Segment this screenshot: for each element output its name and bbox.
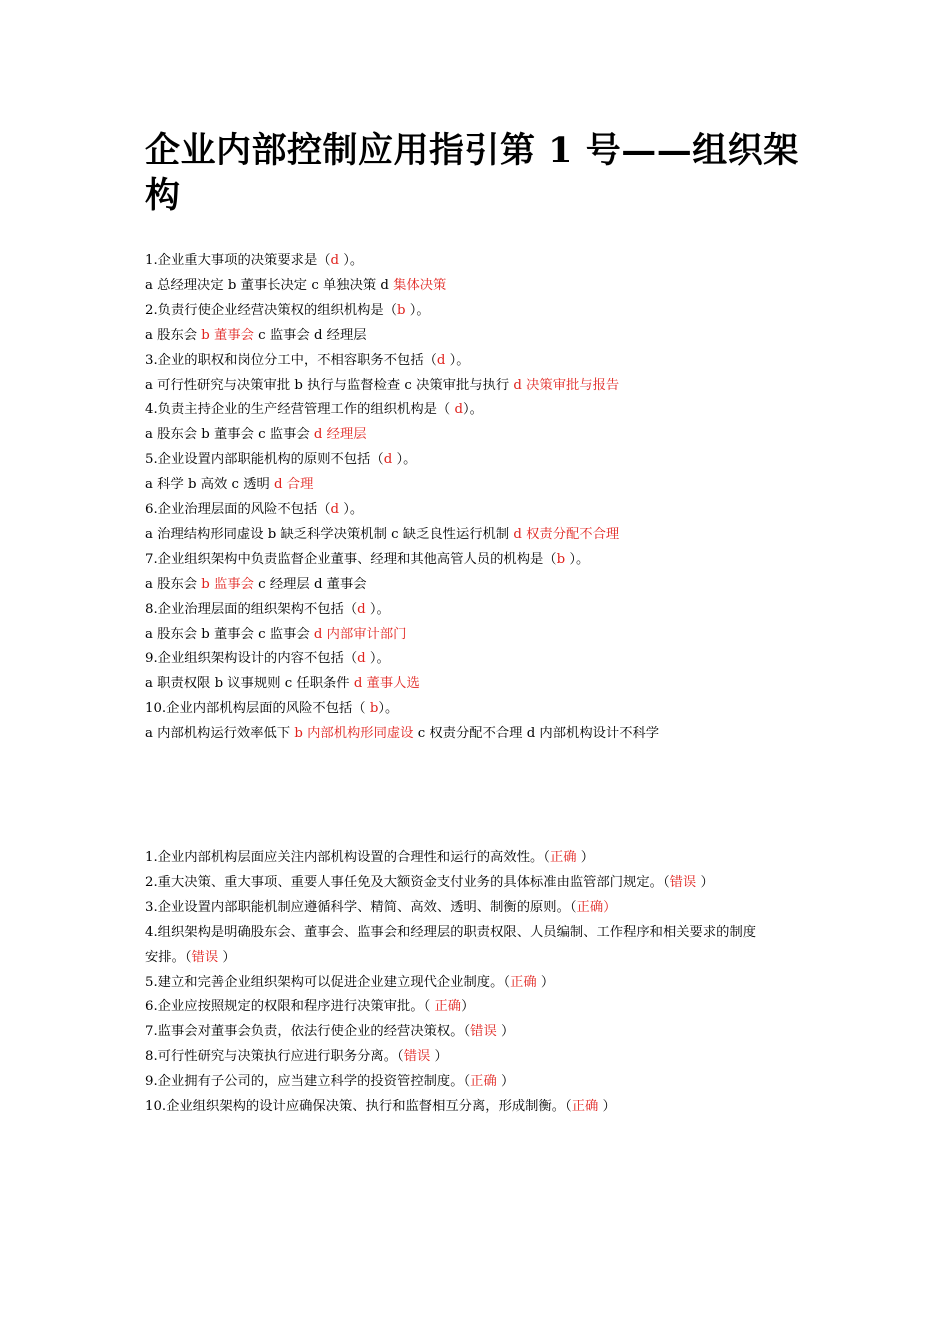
line-text-tail: ） — [218, 949, 236, 965]
line-text-tail: c 经理层 d 董事会 — [253, 576, 367, 592]
line-text-tail: ） — [598, 1099, 616, 1114]
question-line — [145, 451, 815, 468]
line-text: 6.企业治理层面的风险不包括（ — [145, 502, 331, 517]
line-text-tail: ）。 — [392, 452, 417, 468]
line-text: a 股东会 — [145, 576, 202, 592]
line-text-tail: ）。 — [462, 402, 483, 418]
question-line — [145, 302, 815, 319]
statement-line — [145, 1023, 815, 1040]
line-text-tail: ） — [430, 1049, 448, 1065]
answer-text: d 内部审计部门 — [313, 626, 407, 642]
answer-text: d — [436, 352, 446, 368]
line-text-tail: ） — [496, 1024, 515, 1040]
line-text: a 内部机构运行效率低下 — [145, 726, 295, 742]
line-text: 7.企业组织架构中负责监督企业董事、经理和其他高管人员的机构是（ — [145, 551, 557, 567]
line-text: 8.可行性研究与决策执行应进行职务分离。（ — [145, 1049, 404, 1065]
question-line — [145, 526, 815, 543]
answer-text: d 经理层 — [313, 427, 367, 443]
question-line — [145, 700, 815, 717]
question-line — [145, 501, 815, 518]
line-text: 5.企业设置内部职能机构的原则不包括（ — [145, 452, 384, 468]
line-text-tail: ） — [576, 850, 595, 865]
answer-text: b 董事会 — [201, 327, 254, 343]
line-text: 10.企业内部机构层面的风险不包括（ — [145, 701, 370, 717]
line-text: 3.企业设置内部职能机制应遵循科学、精简、高效、透明、制衡的原则。（ — [145, 899, 577, 915]
statement-line — [145, 899, 815, 916]
question-line — [145, 725, 815, 742]
statement-line — [145, 1073, 815, 1090]
answer-text: d 决策审批与报告 — [513, 377, 620, 393]
answer-text: b — [369, 701, 379, 717]
statement-line — [145, 924, 815, 941]
line-text: a 总经理决定 b 董事长决定 c 单独决策 d — [145, 277, 394, 293]
line-text: 7.监事会对董事会负责，依法行使企业的经营决策权。（ — [145, 1024, 471, 1040]
question-line — [145, 401, 815, 418]
question-line — [145, 377, 815, 394]
question-line — [145, 327, 815, 344]
answer-text: 正确 — [549, 850, 577, 865]
answer-text: b 监事会 — [201, 576, 254, 592]
line-text: 8.企业治理层面的组织架构不包括（ — [145, 601, 358, 617]
answer-text: 正确 — [470, 1074, 497, 1090]
answer-text: d — [454, 402, 463, 418]
line-text: 2.负责行使企业经营决策权的组织机构是（ — [145, 302, 398, 318]
question-line — [145, 277, 815, 294]
line-text: a 股东会 — [145, 327, 202, 343]
line-text-tail: ） — [696, 874, 714, 890]
statement-line — [145, 849, 815, 866]
answer-text: 错误 — [470, 1024, 497, 1040]
line-text: a 科学 b 高效 c 透明 — [145, 477, 275, 493]
statement-line — [145, 974, 815, 991]
line-text: 10.企业组织架构的设计应确保决策、执行和监督相互分离，形成制衡。（ — [145, 1099, 572, 1114]
answer-text: 正确 — [510, 974, 537, 990]
line-text: 4.负责主持企业的生产经营管理工作的组织机构是（ — [145, 402, 455, 418]
line-text-tail: ）。 — [405, 302, 430, 318]
answer-text: d — [330, 502, 340, 517]
line-text: a 股东会 b 董事会 c 监事会 — [145, 626, 314, 642]
line-text-tail: ）。 — [339, 502, 364, 517]
answer-text: 错误 — [191, 949, 219, 965]
line-text: a 治理结构形同虚设 b 缺乏科学决策机制 c 缺乏良性运行机制 — [145, 526, 514, 542]
line-text: 9.企业拥有子公司的，应当建立科学的投资管控制度。（ — [145, 1074, 471, 1090]
question-line — [145, 426, 815, 443]
line-text: a 股东会 b 董事会 c 监事会 — [145, 427, 314, 443]
line-text-tail: ） — [461, 999, 475, 1015]
question-line — [145, 352, 815, 369]
answer-text: 正确 — [434, 999, 462, 1015]
line-text: 5.建立和完善企业组织架构可以促进企业建立现代企业制度。（ — [145, 974, 511, 990]
statement-line — [145, 874, 815, 891]
document-title: 企业内部控制应用指引第 1 号——组织架构 — [145, 130, 799, 216]
answer-text: d 董事人选 — [353, 676, 420, 692]
answer-text: b 内部机构形同虚设 — [294, 726, 414, 742]
line-text-tail: ）。 — [365, 651, 390, 667]
line-text-tail: ）。 — [445, 352, 470, 368]
line-text-tail: ）。 — [378, 701, 399, 717]
line-text: 1.企业内部机构层面应关注内部机构设置的合理性和运行的高效性。（ — [145, 850, 550, 865]
line-text-tail: ）。 — [565, 551, 590, 567]
answer-text: b — [556, 551, 566, 567]
question-line — [145, 650, 815, 667]
question-line — [145, 551, 815, 568]
line-text-tail: ）。 — [365, 601, 390, 617]
line-text: 4.组织架构是明确股东会、董事会、监事会和经理层的职责权限、人员编制、工作程序和相关要求的制度 — [145, 924, 757, 940]
line-text: 9.企业组织架构设计的内容不包括（ — [145, 651, 358, 667]
answer-text: 错误 — [403, 1049, 431, 1065]
question-line — [145, 252, 815, 269]
line-text: 1.企业重大事项的决策要求是（ — [145, 253, 331, 268]
question-line — [145, 476, 815, 493]
line-text: 6.企业应按照规定的权限和程序进行决策审批。（ — [145, 999, 435, 1015]
line-text-tail: ）。 — [339, 253, 364, 268]
statement-line — [145, 949, 815, 966]
line-text-tail: ） — [536, 974, 555, 990]
statement-line — [145, 1098, 815, 1115]
answer-text: 错误 — [669, 874, 697, 890]
question-line — [145, 601, 815, 618]
question-line — [145, 626, 815, 643]
answer-text: b — [397, 302, 406, 318]
answer-text: d — [357, 601, 366, 617]
line-text: 2.重大决策、重大事项、重要人事任免及大额资金支付业务的具体标准由监管部门规定。（ — [145, 874, 670, 890]
answer-text: d — [383, 452, 393, 468]
answer-text: d — [357, 651, 366, 667]
line-text: 安排。（ — [145, 949, 192, 965]
statement-line — [145, 1048, 815, 1065]
answer-text: 正确） — [576, 899, 617, 915]
line-text-tail: c 权责分配不合理 d 内部机构设计不科学 — [413, 726, 660, 742]
line-text-tail: ） — [496, 1074, 515, 1090]
line-text-tail: c 监事会 d 经理层 — [253, 327, 367, 343]
question-line — [145, 576, 815, 593]
answer-text: d 合理 — [274, 477, 314, 493]
answer-text: 集体决策 — [393, 277, 447, 293]
question-line — [145, 675, 815, 692]
line-text: a 可行性研究与决策审批 b 执行与监督检查 c 决策审批与执行 — [145, 377, 514, 393]
answer-text: 正确 — [571, 1099, 599, 1114]
answer-text: d — [330, 253, 340, 268]
answer-text: d 权责分配不合理 — [513, 526, 620, 542]
statement-line — [145, 998, 815, 1015]
line-text: a 职责权限 b 议事规则 c 任职条件 — [145, 676, 354, 692]
line-text: 3.企业的职权和岗位分工中，不相容职务不包括（ — [145, 352, 437, 368]
